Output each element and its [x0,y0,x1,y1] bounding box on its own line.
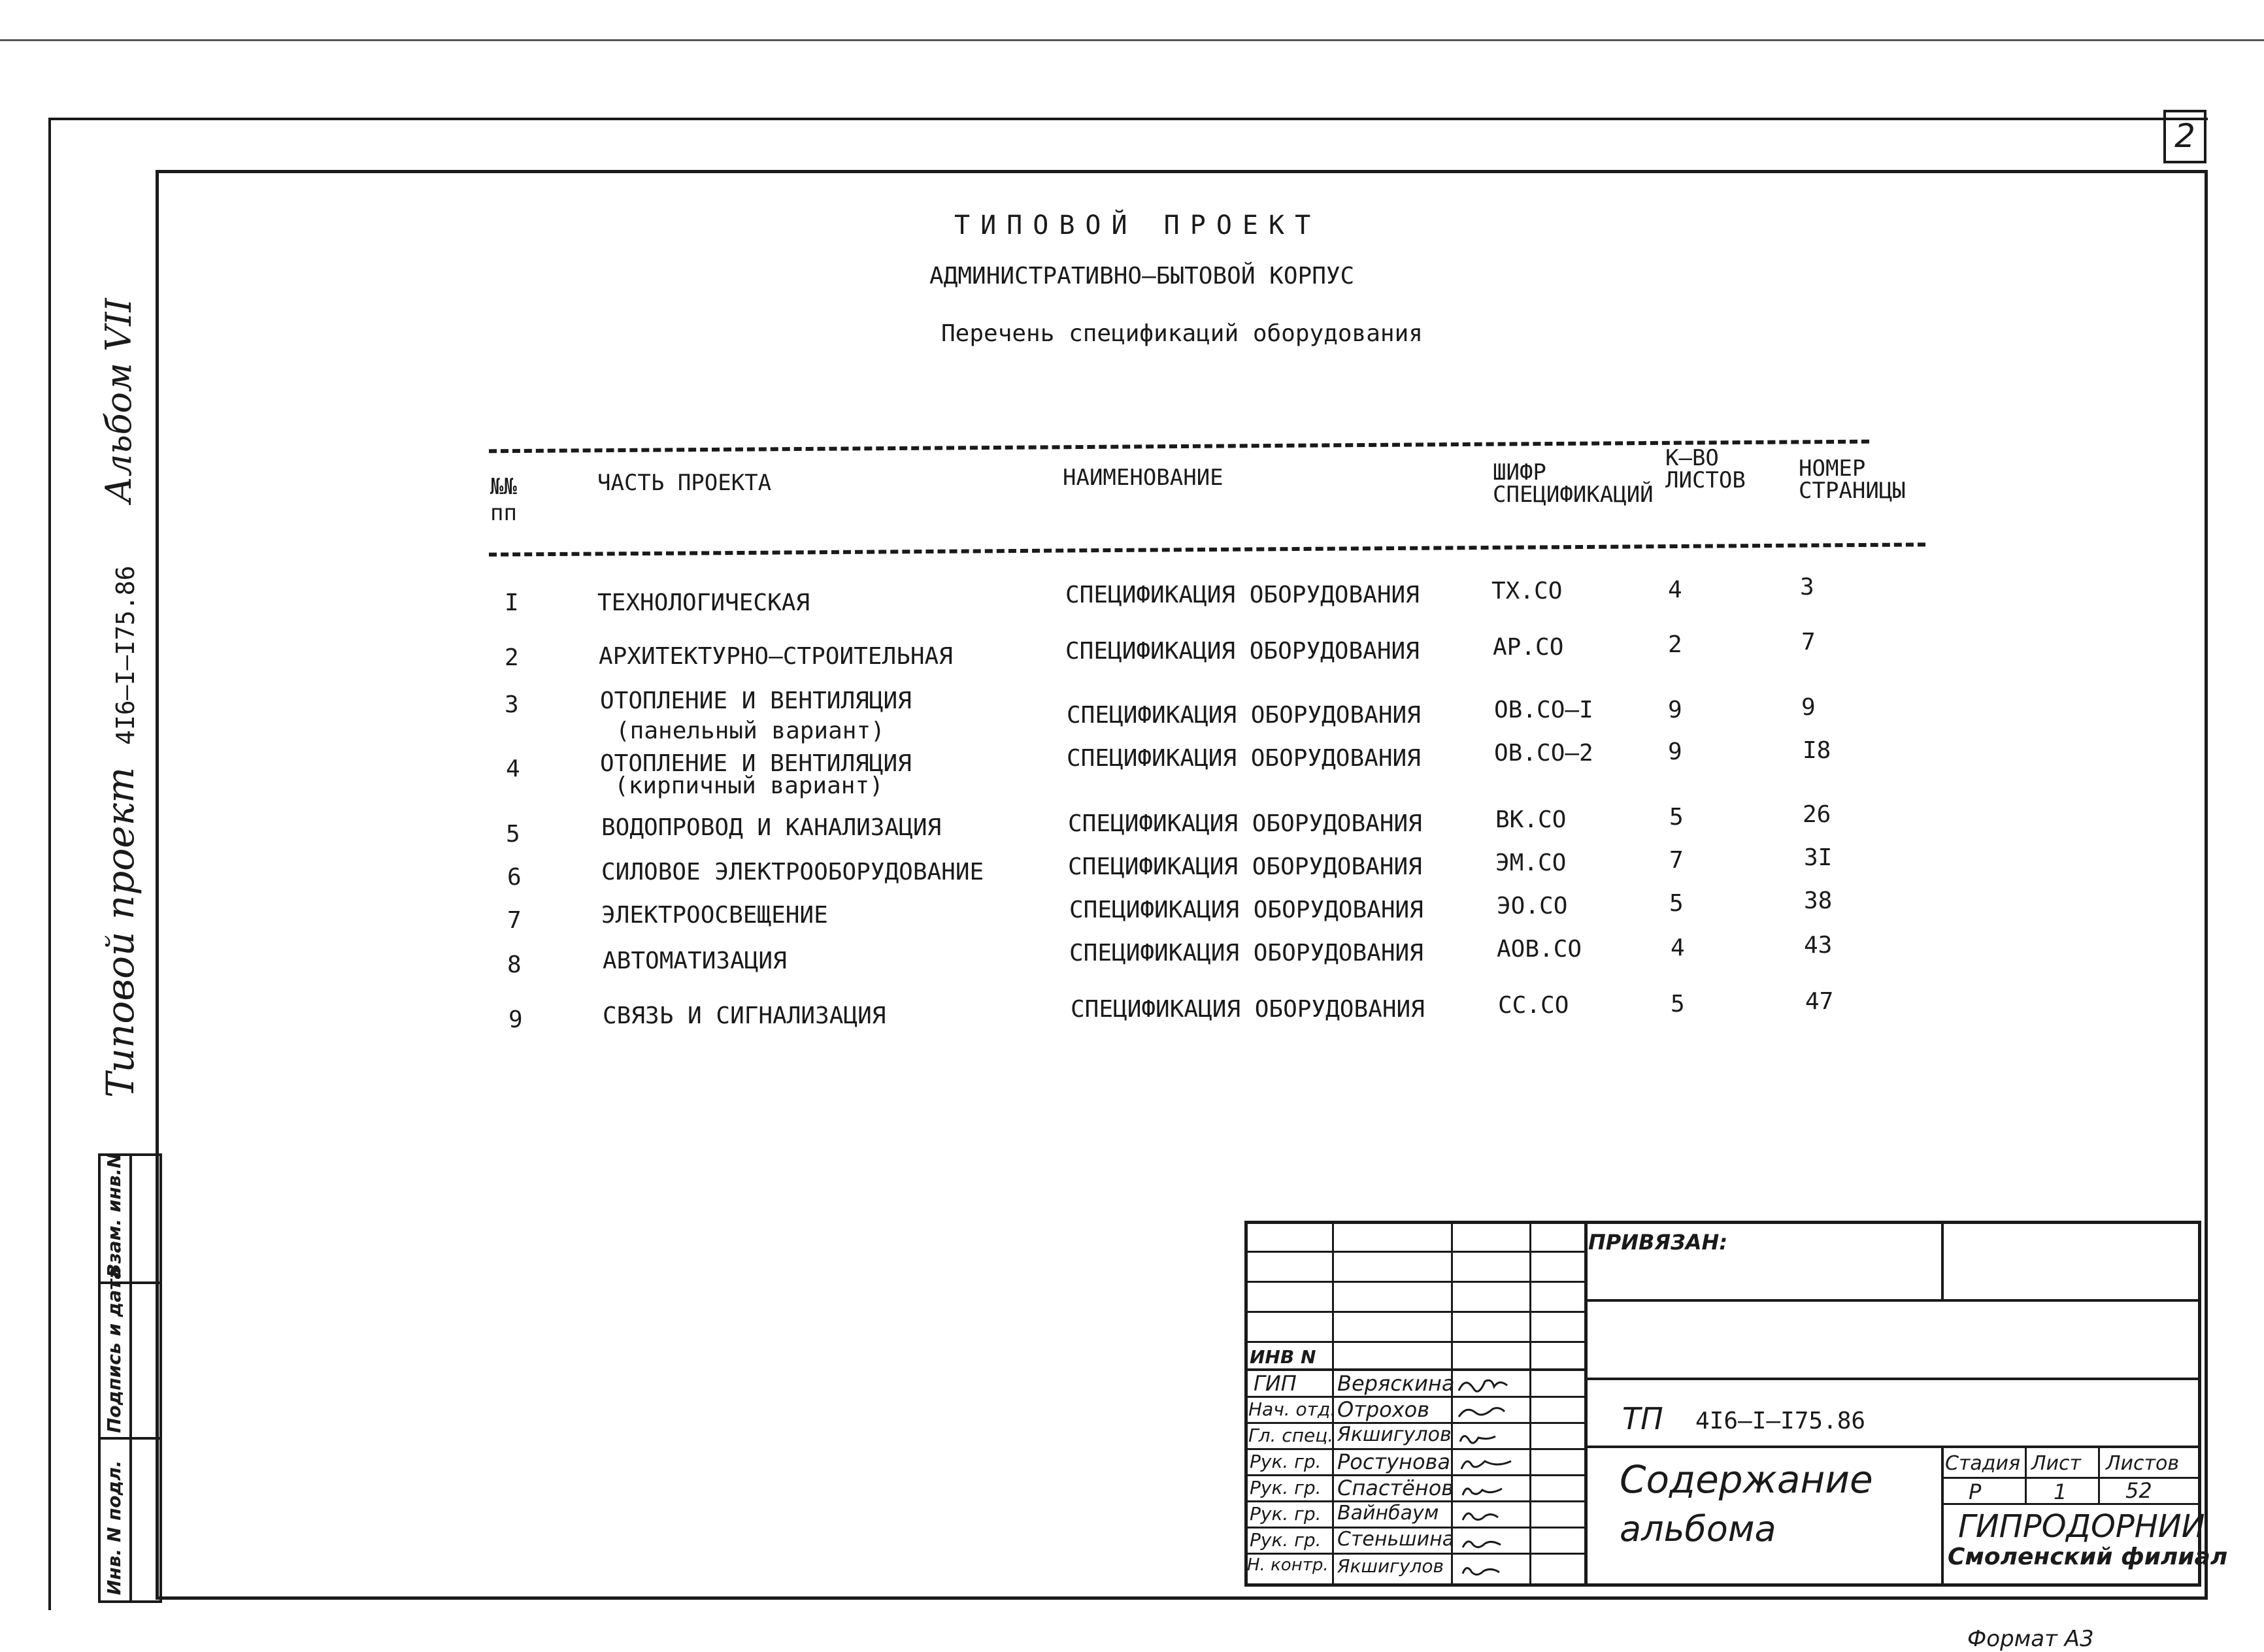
row-2-name: СПЕЦИФИКАЦИЯ ОБОРУДОВАНИЯ [1065,638,1420,665]
row-8-page: 43 [1804,932,1833,959]
sheets-label: Листов [2106,1452,2180,1475]
row-6-part: СИЛОВОЕ ЭЛЕКТРООБОРУДОВАНИЕ [601,859,984,885]
row-5-page: 26 [1803,801,1831,828]
row-4-code: ОВ.СО–2 [1494,740,1593,767]
row-9-name: СПЕЦИФИКАЦИЯ ОБОРУДОВАНИЯ [1071,996,1425,1023]
stage-value: Р [1969,1479,1982,1504]
row-5-part: ВОДОПРОВОД И КАНАЛИЗАЦИЯ [601,814,942,841]
row-7-num: 7 [507,907,522,934]
person-5: Спастёнов [1337,1476,1454,1500]
row-9-code: СС.СО [1498,992,1569,1019]
row-3-sheets: 9 [1668,697,1682,723]
scan-edge-line [0,39,2264,41]
row-2-num: 2 [505,644,519,671]
role-7: Рук. гр. [1250,1529,1322,1551]
side-stamp-inv: Инв. N подл. [103,1460,125,1595]
row-9-num: 9 [508,1006,523,1033]
row-6-page: 3I [1804,844,1833,871]
person-4: Ростунова [1337,1449,1451,1474]
sheets-value: 52 [2125,1478,2152,1503]
col-part-header: ЧАСТЬ ПРОЕКТА [597,470,772,496]
row-4-name: СПЕЦИФИКАЦИЯ ОБОРУДОВАНИЯ [1067,745,1421,772]
list-title: Перечень спецификаций оборудования [941,320,1423,347]
row-3-part: ОТОПЛЕНИЕ И ВЕНТИЛЯЦИЯ [600,687,912,714]
sheet-value: 1 [2054,1479,2067,1504]
doc-title-line1: Содержание [1620,1457,1873,1502]
side-project-code: 4I6–I–I75.86 [111,565,140,745]
side-stamp [98,1153,162,1603]
row-1-code: ТХ.СО [1491,578,1563,604]
side-stamp-sign-date: Подпись и дата [103,1266,125,1433]
col-name-header: НАИМЕНОВАНИЕ [1063,465,1224,491]
row-7-page: 38 [1804,887,1833,914]
side-stamp-replace: Взам. инв.N [103,1153,125,1278]
tp-prefix: ТП [1622,1401,1663,1436]
role-3: Гл. спец. [1248,1425,1334,1446]
doc-title-line2: альбома [1620,1508,1776,1549]
row-7-sheets: 5 [1669,890,1684,917]
row-5-code: ВК.СО [1495,806,1567,833]
sheet-label: Лист [2031,1452,2082,1475]
row-7-part: ЭЛЕКТРООСВЕЩЕНИЕ [601,902,828,929]
role-1: ГИП [1254,1371,1297,1396]
document-subtitle: АДМИНИСТРАТИВНО–БЫТОВОЙ КОРПУС [929,263,1355,289]
row-6-name: СПЕЦИФИКАЦИЯ ОБОРУДОВАНИЯ [1068,853,1422,880]
format-note: Формат А3 [1967,1626,2094,1652]
col-num-header: №№ пп [490,474,517,526]
title-block [1244,1221,2228,1587]
row-6-code: ЭМ.СО [1495,850,1567,876]
row-7-name: СПЕЦИФИКАЦИЯ ОБОРУДОВАНИЯ [1069,897,1423,923]
row-5-name: СПЕЦИФИКАЦИЯ ОБОРУДОВАНИЯ [1068,810,1422,837]
row-9-sheets: 5 [1671,991,1685,1017]
role-5: Рук. гр. [1250,1477,1322,1498]
row-6-num: 6 [507,864,522,891]
inv-label: ИНВ N [1250,1346,1316,1368]
stage-label: Стадия [1945,1452,2021,1475]
side-album-label: Альбом VII [98,298,139,503]
row-3-code: ОВ.СО–I [1494,697,1593,723]
org-line2: Смоленский филиал [1948,1544,2228,1570]
row-4-part-detail: (кирпичный вариант) [614,772,884,799]
row-8-name: СПЕЦИФИКАЦИЯ ОБОРУДОВАНИЯ [1069,940,1423,966]
person-8: Якшигулов [1337,1555,1444,1577]
signatures [1454,1371,1532,1587]
side-project-label: Типовой проект [98,767,142,1098]
row-8-num: 8 [507,951,522,978]
row-8-part: АВТОМАТИЗАЦИЯ [603,948,787,974]
row-4-page: I8 [1803,737,1831,764]
role-8: Н. контр. [1247,1555,1329,1575]
col-code-header: ШИФР СПЕЦИФИКАЦИЙ [1493,459,1654,508]
row-5-num: 5 [506,821,520,848]
row-8-code: АОВ.СО [1497,936,1582,963]
row-7-code: ЭО.СО [1497,893,1568,919]
role-2: Нач. отд. [1248,1398,1337,1420]
tp-code: 4I6–I–I75.86 [1695,1408,1866,1434]
sheet-number: 2 [2163,110,2206,163]
role-4: Рук. гр. [1250,1451,1322,1472]
row-2-code: АР.СО [1493,634,1564,661]
row-8-sheets: 4 [1671,934,1685,961]
row-1-part: ТЕХНОЛОГИЧЕСКАЯ [597,589,810,616]
row-3-name: СПЕЦИФИКАЦИЯ ОБОРУДОВАНИЯ [1067,702,1421,729]
row-2-part: АРХИТЕКТУРНО–СТРОИТЕЛЬНАЯ [599,643,953,670]
person-6: Вайнбаум [1337,1502,1439,1525]
col-sheets-header: К–ВО ЛИСТОВ [1665,445,1746,493]
person-2: Отрохов [1337,1397,1430,1422]
row-9-page: 47 [1805,988,1834,1015]
role-6: Рук. гр. [1250,1503,1322,1525]
row-3-num: 3 [505,691,519,718]
row-4-sheets: 9 [1668,738,1682,765]
row-3-part-detail: (панельный вариант) [616,718,885,744]
person-7: Стеньшина [1337,1528,1455,1551]
row-4-part: ОТОПЛЕНИЕ И ВЕНТИЛЯЦИЯ [600,750,912,777]
bound-label: ПРИВЯЗАН: [1588,1230,1728,1255]
person-1: Веряскина [1337,1371,1455,1396]
row-2-sheets: 2 [1668,631,1682,658]
row-6-sheets: 7 [1669,847,1684,874]
row-9-part: СВЯЗЬ И СИГНАЛИЗАЦИЯ [603,1002,886,1029]
row-4-num: 4 [506,755,520,782]
document-title: ТИПОВОЙ ПРОЕКТ [954,210,1322,240]
row-1-sheets: 4 [1668,576,1682,603]
row-2-page: 7 [1801,629,1816,655]
row-1-name: СПЕЦИФИКАЦИЯ ОБОРУДОВАНИЯ [1065,582,1420,608]
row-3-page: 9 [1801,694,1816,721]
row-5-sheets: 5 [1669,804,1684,831]
org-line1: ГИПРОДОРНИИ [1958,1508,2205,1545]
person-3: Якшигулов [1337,1423,1452,1446]
row-1-num: I [505,589,519,616]
row-1-page: 3 [1800,574,1814,601]
col-page-header: НОМЕР СТРАНИЦЫ [1799,455,1906,504]
